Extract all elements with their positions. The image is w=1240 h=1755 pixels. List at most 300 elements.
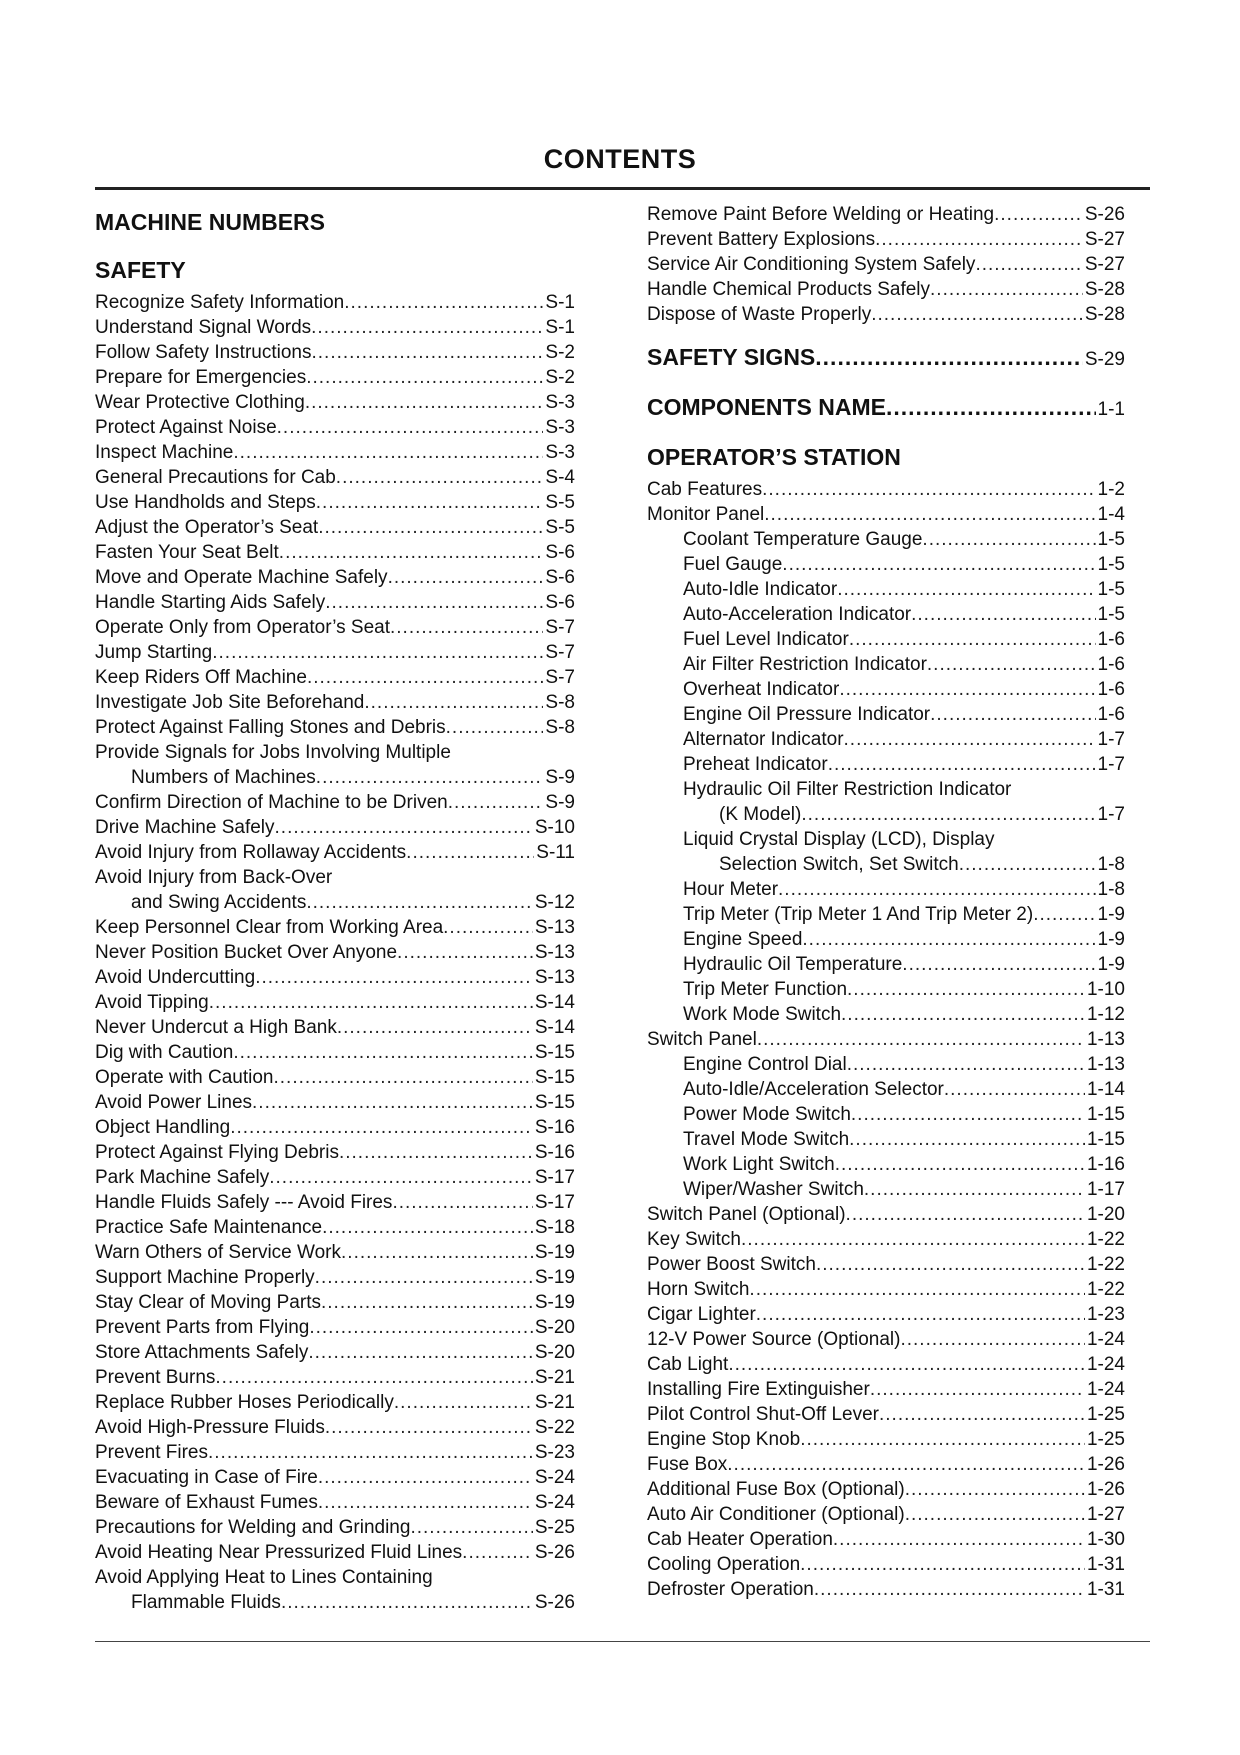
toc-entry-title: Numbers of Machines xyxy=(131,767,316,788)
dot-leader xyxy=(847,1052,1085,1077)
toc-entry xyxy=(95,1390,575,1415)
toc-entry-page: S-16 xyxy=(534,1142,575,1163)
toc-entry xyxy=(647,477,1125,502)
toc-entry xyxy=(647,752,1125,777)
toc-entry xyxy=(647,252,1125,277)
dot-leader xyxy=(944,1077,1085,1102)
toc-entry-page: S-18 xyxy=(534,1217,575,1238)
toc-entry xyxy=(647,502,1125,527)
toc-entry-page: S-13 xyxy=(534,967,575,988)
toc-entry-page: 1-25 xyxy=(1086,1404,1125,1425)
toc-entry-title: Key Switch xyxy=(647,1229,741,1250)
dot-leader xyxy=(305,390,544,415)
dot-leader xyxy=(339,1140,533,1165)
dot-leader xyxy=(394,1390,533,1415)
toc-entry-title: Fasten Your Seat Belt xyxy=(95,542,279,563)
toc-entry-page: 1-25 xyxy=(1086,1429,1125,1450)
toc-entry-page: S-28 xyxy=(1084,279,1125,300)
toc-entry xyxy=(647,527,1125,552)
dot-leader xyxy=(316,490,544,515)
toc-entry-title: Switch Panel xyxy=(647,1029,757,1050)
dot-leader xyxy=(315,1265,533,1290)
dot-leader xyxy=(762,477,1095,502)
toc-entry xyxy=(95,365,575,390)
toc-entry-title: Object Handling xyxy=(95,1117,231,1138)
toc-entry-title: Auto Air Conditioner (Optional) xyxy=(647,1504,905,1525)
toc-entry-title: Keep Personnel Clear from Working Area xyxy=(95,917,444,938)
dot-leader xyxy=(230,1115,533,1140)
dot-leader xyxy=(255,965,533,990)
toc-entry-title: Service Air Conditioning System Safely xyxy=(647,254,976,275)
dot-leader xyxy=(364,690,543,715)
dot-leader xyxy=(927,652,1096,677)
toc-entry-page: S-13 xyxy=(534,917,575,938)
toc-entry-title: (K Model) xyxy=(719,804,802,825)
toc-entry-page: S-22 xyxy=(534,1417,575,1438)
dot-leader xyxy=(749,1277,1085,1302)
toc-entry xyxy=(95,1065,575,1090)
dot-leader xyxy=(443,915,533,940)
dot-leader xyxy=(849,627,1096,652)
dot-leader xyxy=(846,1202,1085,1227)
dot-leader xyxy=(275,815,533,840)
toc-entry xyxy=(647,852,1125,877)
toc-entry-page: 1-5 xyxy=(1097,604,1125,625)
dot-leader xyxy=(801,802,1095,827)
dot-leader xyxy=(462,1540,533,1565)
toc-entry-page: 1-26 xyxy=(1086,1479,1125,1500)
toc-entry-title: Operate with Caution xyxy=(95,1067,274,1088)
toc-entry-title: Practice Safe Maintenance xyxy=(95,1217,323,1238)
toc-entry xyxy=(647,1202,1125,1227)
toc-entry xyxy=(647,977,1125,1002)
toc-entry-title: Monitor Panel xyxy=(647,504,765,525)
toc-entry-page: 1-6 xyxy=(1097,654,1125,675)
toc-entry xyxy=(95,1590,575,1615)
toc-entry-page: 1-15 xyxy=(1086,1104,1125,1125)
dot-leader xyxy=(325,1415,533,1440)
toc-entry-page: 1-26 xyxy=(1086,1454,1125,1475)
toc-entry xyxy=(647,627,1125,652)
toc-entry-title: Cigar Lighter xyxy=(647,1304,756,1325)
toc-entry-title: Handle Fluids Safely --- Avoid Fires xyxy=(95,1192,393,1213)
dot-leader xyxy=(870,1377,1085,1402)
dot-leader xyxy=(815,337,1083,377)
toc-entry-title: Defroster Operation xyxy=(647,1579,814,1600)
toc-entry-title: Power Mode Switch xyxy=(683,1104,851,1125)
toc-entry-page: S-9 xyxy=(545,767,575,788)
dot-leader xyxy=(321,1290,533,1315)
toc-entry xyxy=(95,1165,575,1190)
dot-leader xyxy=(847,977,1085,1002)
toc-entry-page: 1-6 xyxy=(1097,679,1125,700)
toc-entry xyxy=(647,302,1125,327)
toc-entry-page: 1-16 xyxy=(1086,1154,1125,1175)
toc-entry-title: Alternator Indicator xyxy=(683,729,844,750)
toc-entry-title: Engine Stop Knob xyxy=(647,1429,801,1450)
toc-entry xyxy=(95,1490,575,1515)
dot-leader xyxy=(318,1465,533,1490)
dot-leader xyxy=(959,852,1096,877)
toc-entry xyxy=(95,715,575,740)
toc-entry-title: Move and Operate Machine Safely xyxy=(95,567,388,588)
section-components-name-title: COMPONENTS NAME xyxy=(647,394,886,420)
toc-entry xyxy=(95,940,575,965)
toc-entry xyxy=(647,1027,1125,1052)
toc-entry xyxy=(95,1090,575,1115)
toc-entry xyxy=(647,1527,1125,1552)
dot-leader xyxy=(900,1327,1085,1352)
toc-entry-page: S-15 xyxy=(534,1092,575,1113)
toc-entry-title: Prevent Battery Explosions xyxy=(647,229,876,250)
toc-entry xyxy=(647,1152,1125,1177)
toc-entry-page: 1-30 xyxy=(1086,1529,1125,1550)
toc-entry xyxy=(647,652,1125,677)
toc-entry xyxy=(647,1377,1125,1402)
toc-entry-page: S-13 xyxy=(534,942,575,963)
toc-entry-title: Remove Paint Before Welding or Heating xyxy=(647,204,995,225)
dot-leader xyxy=(930,702,1095,727)
toc-entry-title: Prepare for Emergencies xyxy=(95,367,307,388)
toc-entry-title: Engine Oil Pressure Indicator xyxy=(683,704,931,725)
toc-entry-title: Handle Starting Aids Safely xyxy=(95,592,326,613)
toc-entry-title: Pilot Control Shut-Off Lever xyxy=(647,1404,879,1425)
toc-entry xyxy=(95,340,575,365)
toc-entry xyxy=(647,602,1125,627)
toc-entry-page: S-8 xyxy=(545,717,575,738)
toc-entry-title: Avoid Heating Near Pressurized Fluid Lines xyxy=(95,1542,463,1563)
dot-leader xyxy=(839,677,1095,702)
toc-entry-page: S-4 xyxy=(545,467,575,488)
dot-leader xyxy=(336,465,544,490)
toc-entry-page: S-6 xyxy=(545,542,575,563)
toc-entry-page: S-7 xyxy=(545,617,575,638)
toc-entry-page: 1-31 xyxy=(1086,1554,1125,1575)
toc-entry-title: 12-V Power Source (Optional) xyxy=(647,1329,901,1350)
dot-leader xyxy=(994,202,1083,227)
toc-entry-title: Handle Chemical Products Safely xyxy=(647,279,931,300)
toc-entry-page: S-25 xyxy=(534,1517,575,1538)
dot-leader xyxy=(279,540,544,565)
toc-entry xyxy=(95,315,575,340)
dot-leader xyxy=(233,440,543,465)
toc-entry-title: Protect Against Flying Debris xyxy=(95,1142,339,1163)
toc-entry xyxy=(95,765,575,790)
toc-entry xyxy=(647,1127,1125,1152)
toc-entry xyxy=(95,790,575,815)
toc-entry xyxy=(95,490,575,515)
toc-entry-page: 1-5 xyxy=(1097,554,1125,575)
section-safety: SAFETY xyxy=(95,257,186,283)
toc-entry-title: Recognize Safety Information xyxy=(95,292,345,313)
dot-leader xyxy=(252,1090,533,1115)
dot-leader xyxy=(281,1590,533,1615)
toc-entry-title: Switch Panel (Optional) xyxy=(647,1204,846,1225)
dot-leader xyxy=(727,1452,1085,1477)
toc-entry-page: 1-27 xyxy=(1086,1504,1125,1525)
toc-entry-page: 1-7 xyxy=(1097,804,1125,825)
dot-leader xyxy=(837,577,1095,602)
toc-entry xyxy=(647,1402,1125,1427)
toc-entry-page: 1-24 xyxy=(1086,1379,1125,1400)
toc-entry xyxy=(647,1177,1125,1202)
toc-entry xyxy=(95,840,575,865)
toc-entry xyxy=(95,415,575,440)
toc-entry xyxy=(95,1015,575,1040)
toc-entry-page: 1-14 xyxy=(1086,1079,1125,1100)
dot-leader xyxy=(311,340,543,365)
dot-leader xyxy=(277,415,544,440)
toc-entry-title: Preheat Indicator xyxy=(683,754,828,775)
toc-entry-page: S-3 xyxy=(545,442,575,463)
toc-entry xyxy=(95,1365,575,1390)
toc-entry-title: Cab Features xyxy=(647,479,763,500)
section-safety-signs xyxy=(647,337,1125,377)
dot-leader xyxy=(397,940,533,965)
toc-entry-page: S-7 xyxy=(545,667,575,688)
dot-leader xyxy=(392,1190,532,1215)
dot-leader xyxy=(802,927,1095,952)
toc-entry-page: 1-24 xyxy=(1086,1329,1125,1350)
dot-leader xyxy=(844,727,1096,752)
dot-leader xyxy=(905,1502,1085,1527)
toc-entry xyxy=(647,1352,1125,1377)
toc-entry xyxy=(95,1540,575,1565)
toc-entry-page: S-27 xyxy=(1084,254,1125,275)
toc-entry-page: S-19 xyxy=(534,1242,575,1263)
toc-entry-title: Travel Mode Switch xyxy=(683,1129,850,1150)
toc-entry-title: Avoid Tipping xyxy=(95,992,209,1013)
toc-entry-title: Trip Meter Function xyxy=(683,979,848,1000)
toc-entry xyxy=(95,1515,575,1540)
toc-entry-page: S-12 xyxy=(534,892,575,913)
toc-entry xyxy=(95,390,575,415)
dot-leader xyxy=(835,1152,1085,1177)
dot-leader xyxy=(388,565,544,590)
toc-entry xyxy=(647,802,1125,827)
dot-leader xyxy=(344,290,543,315)
toc-entry-page: S-2 xyxy=(545,367,575,388)
page-title: CONTENTS xyxy=(543,144,697,174)
toc-entry xyxy=(647,277,1125,302)
toc-entry xyxy=(647,202,1125,227)
toc-entry-page: S-24 xyxy=(534,1467,575,1488)
dot-leader xyxy=(864,1177,1085,1202)
dot-leader xyxy=(274,1065,533,1090)
toc-entry-title: and Swing Accidents xyxy=(131,892,307,913)
dot-leader xyxy=(975,252,1082,277)
dot-leader xyxy=(816,1252,1085,1277)
toc-entry xyxy=(95,565,575,590)
toc-entry-title: Power Boost Switch xyxy=(647,1254,816,1275)
toc-entry-title: Prevent Parts from Flying xyxy=(95,1317,310,1338)
toc-entry-page: 1-8 xyxy=(1097,879,1125,900)
toc-entry-title: Avoid Power Lines xyxy=(95,1092,253,1113)
section-machine-numbers: MACHINE NUMBERS xyxy=(95,209,325,235)
toc-entry-page: S-1 xyxy=(545,292,575,313)
dot-leader xyxy=(782,552,1095,577)
toc-entry-title: Never Undercut a High Bank xyxy=(95,1017,337,1038)
section-components-name-page: 1-1 xyxy=(1097,399,1125,420)
section-safety-signs-page: S-29 xyxy=(1084,349,1125,370)
toc-entry-page: 1-2 xyxy=(1097,479,1125,500)
toc-entry-title: Jump Starting xyxy=(95,642,213,663)
toc-entry-page: 1-13 xyxy=(1086,1054,1125,1075)
toc-entry-page: S-5 xyxy=(545,492,575,513)
toc-entry-title: Cooling Operation xyxy=(647,1554,801,1575)
toc-entry-title: Prevent Fires xyxy=(95,1442,208,1463)
toc-entry-title: Avoid Injury from Rollaway Accidents xyxy=(95,842,407,863)
dot-leader xyxy=(308,1340,533,1365)
toc-entry xyxy=(95,1115,575,1140)
dot-leader xyxy=(841,1002,1085,1027)
dot-leader xyxy=(800,1552,1085,1577)
toc-entry xyxy=(95,1340,575,1365)
toc-entry xyxy=(647,702,1125,727)
toc-entry-line: Avoid Applying Heat to Lines Containing xyxy=(95,1567,433,1588)
toc-entry xyxy=(95,640,575,665)
dot-leader xyxy=(886,387,1096,427)
dot-leader xyxy=(778,877,1096,902)
footer-rule xyxy=(95,1641,1150,1642)
toc-entry-title: Precautions for Welding and Grinding xyxy=(95,1517,411,1538)
toc-entry xyxy=(647,877,1125,902)
dot-leader xyxy=(311,315,543,340)
toc-entry-page: S-6 xyxy=(545,567,575,588)
dot-leader xyxy=(849,1127,1085,1152)
toc-entry-page: S-28 xyxy=(1084,304,1125,325)
dot-leader xyxy=(215,1365,532,1390)
toc-entry-page: 1-23 xyxy=(1086,1304,1125,1325)
toc-entry xyxy=(95,1440,575,1465)
toc-entry-title: Auto-Idle/Acceleration Selector xyxy=(683,1079,944,1100)
toc-entry-title: Avoid Undercutting xyxy=(95,967,256,988)
toc-entry xyxy=(95,1140,575,1165)
toc-entry-title: Cab Light xyxy=(647,1354,729,1375)
section-safety-signs-title: SAFETY SIGNS xyxy=(647,344,816,370)
toc-entry-title: Drive Machine Safely xyxy=(95,817,275,838)
toc-entry-page: 1-22 xyxy=(1086,1279,1125,1300)
toc-entry xyxy=(647,577,1125,602)
toc-entry xyxy=(647,1102,1125,1127)
toc-entry-page: S-17 xyxy=(534,1167,575,1188)
dot-leader xyxy=(756,1302,1085,1327)
toc-entry-title: Work Mode Switch xyxy=(683,1004,842,1025)
toc-entry-title: Coolant Temperature Gauge xyxy=(683,529,923,550)
section-operators-station: OPERATOR’S STATION xyxy=(647,444,901,470)
toc-entry-page: S-16 xyxy=(534,1117,575,1138)
toc-entry xyxy=(95,965,575,990)
toc-entry xyxy=(647,552,1125,577)
toc-entry-page: S-3 xyxy=(545,392,575,413)
toc-entry xyxy=(95,290,575,315)
toc-entry-title: Evacuating in Case of Fire xyxy=(95,1467,318,1488)
toc-entry xyxy=(647,927,1125,952)
dot-leader xyxy=(828,752,1096,777)
toc-entry-title: Horn Switch xyxy=(647,1279,750,1300)
toc-entry xyxy=(647,1077,1125,1102)
toc-entry-title: Investigate Job Site Beforehand xyxy=(95,692,365,713)
dot-leader xyxy=(851,1102,1085,1127)
toc-entry xyxy=(95,515,575,540)
toc-entry-page: S-6 xyxy=(545,592,575,613)
toc-entry xyxy=(95,1215,575,1240)
dot-leader xyxy=(764,502,1095,527)
dot-leader xyxy=(390,615,543,640)
dot-leader xyxy=(728,1352,1085,1377)
toc-entry-page: 1-15 xyxy=(1086,1129,1125,1150)
toc-entry-page: S-26 xyxy=(534,1542,575,1563)
toc-entry xyxy=(95,690,575,715)
dot-leader xyxy=(879,1402,1085,1427)
toc-entry-title: Support Machine Properly xyxy=(95,1267,315,1288)
toc-entry-title: Hydraulic Oil Temperature xyxy=(683,954,903,975)
toc-entry-title: Flammable Fluids xyxy=(131,1592,281,1613)
toc-entry xyxy=(95,665,575,690)
toc-entry-page: S-26 xyxy=(1084,204,1125,225)
toc-entry xyxy=(95,990,575,1015)
toc-entry-title: Auto-Acceleration Indicator xyxy=(683,604,912,625)
dot-leader xyxy=(833,1527,1085,1552)
toc-entry xyxy=(95,1465,575,1490)
toc-entry-page: S-9 xyxy=(545,792,575,813)
toc-entry-page: 1-17 xyxy=(1086,1179,1125,1200)
toc-entry xyxy=(647,1327,1125,1352)
dot-leader xyxy=(306,365,543,390)
toc-entry-title: Dig with Caution xyxy=(95,1042,234,1063)
dot-leader xyxy=(322,1215,533,1240)
dot-leader xyxy=(757,1027,1085,1052)
dot-leader xyxy=(871,302,1083,327)
toc-entry-title: Park Machine Safely xyxy=(95,1167,270,1188)
dot-leader xyxy=(410,1515,532,1540)
toc-entry-title: Air Filter Restriction Indicator xyxy=(683,654,927,675)
toc-entry-page: 1-20 xyxy=(1086,1204,1125,1225)
toc-entry xyxy=(95,1315,575,1340)
dot-leader xyxy=(341,1240,533,1265)
dot-leader xyxy=(800,1427,1085,1452)
toc-entry xyxy=(95,1290,575,1315)
dot-leader xyxy=(875,227,1083,252)
dot-leader xyxy=(902,952,1095,977)
toc-entry-title: Selection Switch, Set Switch xyxy=(719,854,959,875)
toc-entry xyxy=(95,1415,575,1440)
toc-entry xyxy=(95,915,575,940)
dot-leader xyxy=(905,1477,1085,1502)
toc-entry-line: Hydraulic Oil Filter Restriction Indicator xyxy=(683,779,1012,800)
toc-entry-title: Replace Rubber Hoses Periodically xyxy=(95,1392,394,1413)
toc-entry-page: 1-31 xyxy=(1086,1579,1125,1600)
toc-entry-page: 1-7 xyxy=(1097,729,1125,750)
toc-entry xyxy=(95,440,575,465)
toc-entry xyxy=(95,615,575,640)
toc-entry-title: Beware of Exhaust Fumes xyxy=(95,1492,318,1513)
toc-entry-title: Confirm Direction of Machine to be Driven xyxy=(95,792,448,813)
toc-entry xyxy=(647,227,1125,252)
toc-entry xyxy=(647,1427,1125,1452)
toc-entry-title: Trip Meter (Trip Meter 1 And Trip Meter 2) xyxy=(683,904,1034,925)
toc-entry-title: Follow Safety Instructions xyxy=(95,342,312,363)
toc-entry-line: Avoid Injury from Back-Over xyxy=(95,867,333,888)
toc-entry-page: S-3 xyxy=(545,417,575,438)
toc-entry xyxy=(647,677,1125,702)
toc-entry-title: Prevent Burns xyxy=(95,1367,216,1388)
toc-entry-page: S-21 xyxy=(534,1367,575,1388)
toc-entry-title: Fuse Box xyxy=(647,1454,728,1475)
toc-entry-title: Inspect Machine xyxy=(95,442,234,463)
toc-entry xyxy=(647,1277,1125,1302)
toc-entry-page: S-2 xyxy=(545,342,575,363)
